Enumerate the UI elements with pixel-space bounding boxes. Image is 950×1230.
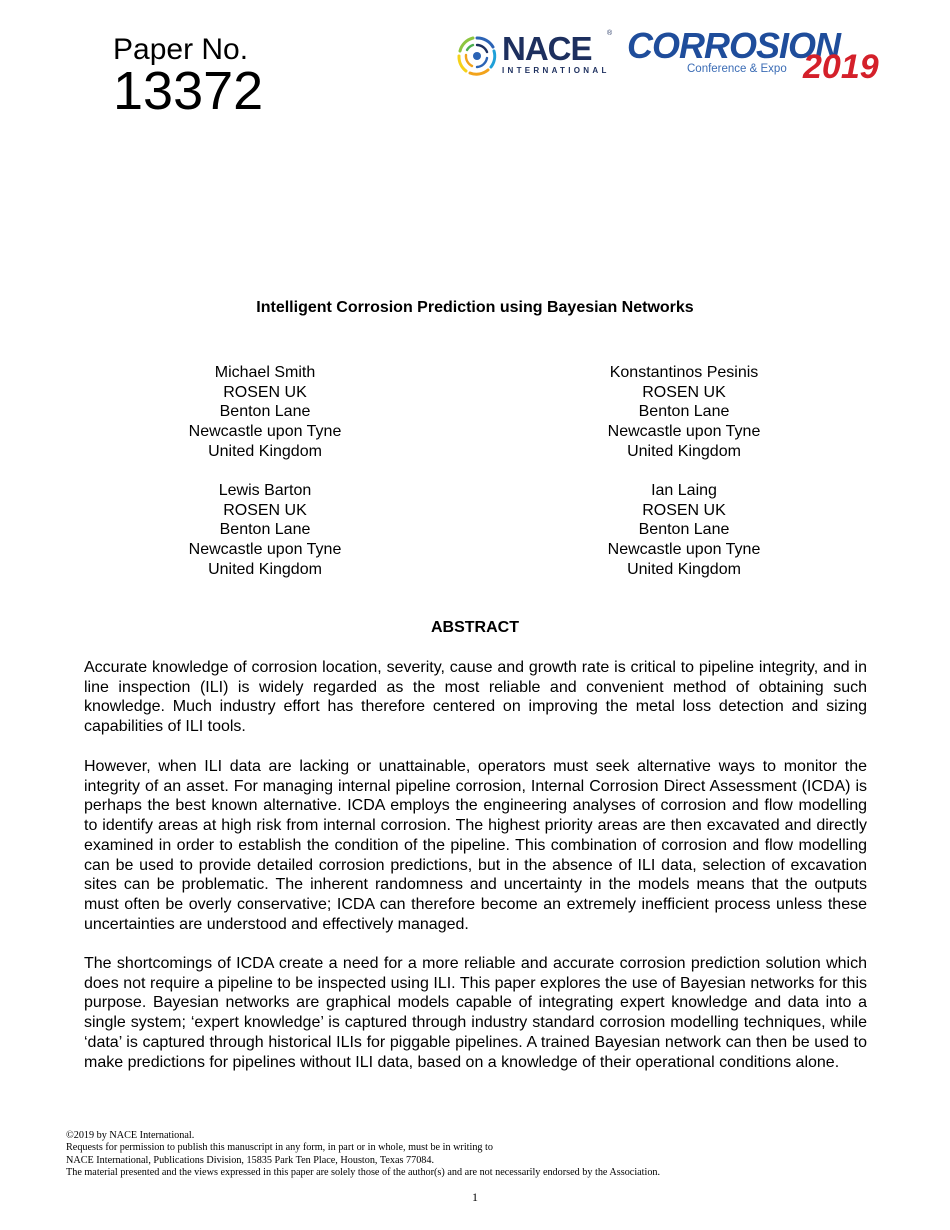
author-country: United Kingdom [627,442,741,460]
paper-title: Intelligent Corrosion Prediction using Bayesian Networks [256,299,694,316]
copyright-line: ©2019 by NACE International. [66,1130,195,1141]
footer-notice [66,1130,660,1180]
nace-globe-icon [455,34,499,78]
author-name: Lewis Barton [218,482,312,499]
author-street: Benton Lane [638,403,730,421]
author-street: Benton Lane [219,521,311,539]
author-company: ROSEN UK [642,501,726,519]
corrosion-2019-logo [627,25,882,88]
author-city: Newcastle upon Tyne [188,423,342,441]
corrosion-subtitle: Conference & Expo [687,63,787,75]
author-company: ROSEN UK [642,383,726,401]
author-block [145,363,385,462]
author-street: Benton Lane [638,521,730,539]
author-name: Michael Smith [214,364,316,381]
disclaimer-line: The material presented and the views expressed in this paper are solely those of the author(s) and are not necessarily endorsed by the Association. [66,1167,661,1179]
permission-line: Requests for permission to publish this manuscript in any form, in part or in whole, must be in writing to [66,1142,493,1154]
abstract-heading: ABSTRACT [431,619,519,636]
abstract-paragraph: However, when ILI data are lacking or unattainable, operators must seek alternative ways to monitor the integrity of an asset. For managing internal pipeline corrosion, Internal Corrosion Direct Assessment (ICDA) is perhaps the best known alternative. ICDA employs the engineering analyses of corrosion and flow modelling to identify areas at high risk from internal corrosion. The highest priority areas are then excavated and directly examined in order to establish the condition of the pipeline. This combination of corrosion and flow modelling can be used to provide detailed corrosion predictions, but in the absence of ILI data, selection of excavation sites can be problematic. The inherent randomness and uncertainty in the models means that the outputs must often be overly conservative; ICDA can therefore become an extremely inefficient process unless these uncertainties are understood and effectively managed. [84,758,867,933]
corrosion-year: 2019 [803,48,879,86]
author-company: ROSEN UK [223,383,307,401]
page-number: 1 [472,1190,478,1204]
author-name: Konstantinos Pesinis [609,364,759,381]
author-city: Newcastle upon Tyne [607,541,761,559]
author-block [145,481,385,580]
author-street: Benton Lane [219,403,311,421]
nace-subtitle: INTERNATIONAL [502,66,610,75]
abstract-paragraph: Accurate knowledge of corrosion location, severity, cause and growth rate is critical to pipeline integrity, and in line inspection (ILI) is widely regarded as the most reliable and convenient method of obtaining such knowledge. Much industry effort has therefore centered on improving the metal loss detection and sizing capabilities of ILI tools. [84,659,867,736]
author-name: Ian Laing [651,482,717,499]
author-country: United Kingdom [208,560,322,578]
author-block [564,363,804,462]
author-company: ROSEN UK [223,501,307,519]
abstract-paragraph: The shortcomings of ICDA create a need for a more reliable and accurate corrosion prediction solution which does not require a pipeline to be inspected using ILI. This paper explores the use of Bayesian networks for this purpose. Bayesian networks are graphical models capable of integrating expert knowledge and data into a single system; ‘expert knowledge’ is captured through industry standard corrosion modelling techniques, while ‘data’ is captured through historical ILIs for piggable pipelines. A trained Bayesian network can then be used to make predictions for pipelines without ILI data, based on a knowledge of their operational conditions alone. [84,955,867,1071]
author-city: Newcastle upon Tyne [607,423,761,441]
nace-wordmark: NACE [502,30,592,67]
corrosion-wordmark: CORROSION [627,25,841,66]
paper-number: 13372 [113,61,264,121]
author-block [564,481,804,580]
address-line: NACE International, Publications Division, 15835 Park Ten Place, Houston, Texas 77084. [66,1154,435,1166]
paper-label: Paper No. [113,33,249,66]
author-country: United Kingdom [208,442,322,460]
nace-logo [455,30,615,80]
author-city: Newcastle upon Tyne [188,541,342,559]
author-country: United Kingdom [627,560,741,578]
registered-mark: ® [607,30,613,37]
